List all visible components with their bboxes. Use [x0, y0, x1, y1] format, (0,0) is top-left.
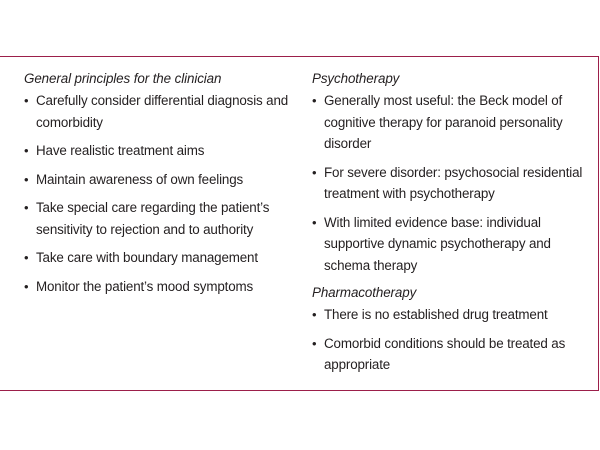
psychotherapy-list: [312, 90, 592, 276]
bullet-icon: •: [24, 143, 29, 158]
list-item: • Monitor the patient’s mood symptoms: [24, 276, 292, 298]
pharmacotherapy-list: [312, 304, 592, 376]
bullet-icon: •: [24, 93, 29, 108]
left-column: [24, 69, 292, 304]
clinician-principles-heading: General principles for the clinician: [24, 71, 222, 86]
bullet-icon: •: [312, 93, 317, 108]
list-item: • Take care with boundary management: [24, 247, 292, 269]
list-item: • Generally most useful: the Beck model of cognitive therapy for paranoid personality disorder: [312, 90, 592, 155]
text-box: [0, 56, 599, 391]
bullet-icon: •: [312, 307, 317, 322]
list-item: • For severe disorder: psychosocial residential treatment with psychotherapy: [312, 162, 592, 205]
list-item: • Have realistic treatment aims: [24, 140, 292, 162]
list-item: • Carefully consider differential diagnosis and comorbidity: [24, 90, 292, 133]
list-item: • There is no established drug treatment: [312, 304, 592, 326]
psychotherapy-heading: Psychotherapy: [312, 71, 400, 86]
list-item: • With limited evidence base: individual supportive dynamic psychotherapy and schema therapy: [312, 212, 592, 277]
bullet-icon: •: [24, 200, 29, 215]
list-item: • Comorbid conditions should be treated as appropriate: [312, 333, 592, 376]
bullet-icon: •: [312, 214, 317, 230]
clinician-principles-list: [24, 90, 292, 297]
pharmacotherapy-heading: Pharmacotherapy: [312, 285, 417, 300]
bullet-icon: •: [312, 335, 317, 351]
list-item: • Take special care regarding the patient’s sensitivity to rejection and to authority: [24, 197, 292, 240]
list-item: • Maintain awareness of own feelings: [24, 169, 292, 191]
bullet-icon: •: [24, 278, 29, 294]
bullet-icon: •: [24, 250, 29, 265]
bullet-icon: •: [312, 164, 317, 180]
bullet-icon: •: [24, 171, 29, 187]
right-column: [312, 69, 592, 383]
